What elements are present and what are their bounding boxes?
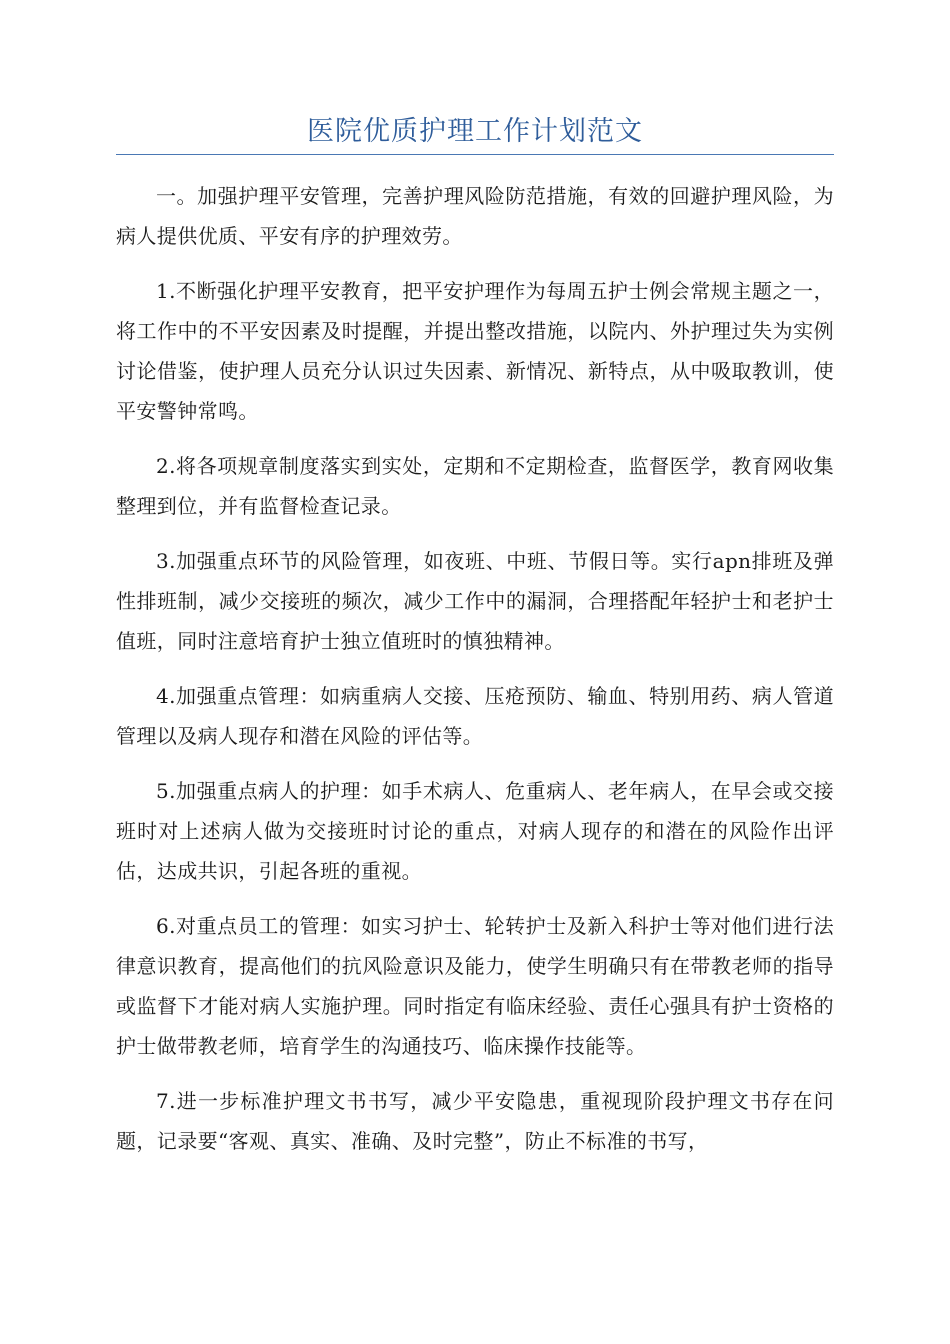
paragraph-item-7: 7.进一步标准护理文书书写，减少平安隐患，重视现阶段护理文书存在问题，记录要“客观、真实、准确、及时完整”，防止不标准的书写，: [116, 1089, 834, 1153]
paragraph-item-4: 4.加强重点管理：如病重病人交接、压疮预防、输血、特别用药、病人管道管理以及病人现存和潜在风险的评估等。: [116, 684, 834, 748]
paragraph-item-2: 2.将各项规章制度落实到实处，定期和不定期检查，监督医学，教育网收集整理到位，并有监督检查记录。: [116, 454, 834, 518]
paragraph-item-1: 1.不断强化护理平安教育，把平安护理作为每周五护士例会常规主题之一，将工作中的不平安因素及时提醒，并提出整改措施，以院内、外护理过失为实例讨论借鉴，使护理人员充分认识过失因素、新情况、新特点，从中吸取教训，使平安警钟常鸣。: [116, 279, 834, 423]
document-title: 医院优质护理工作计划范文: [307, 116, 643, 147]
paragraph-item-6: 6.对重点员工的管理：如实习护士、轮转护士及新入科护士等对他们进行法律意识教育，提高他们的抗风险意识及能力，使学生明确只有在带教老师的指导或监督下才能对病人实施护理。同时指定有临床经验、责任心强具有护士资格的护士做带教老师，培育学生的沟通技巧、临床操作技能等。: [116, 914, 834, 1058]
paragraph-section-1: 一。加强护理平安管理，完善护理风险防范措施，有效的回避护理风险，为病人提供优质、平安有序的护理效劳。: [116, 184, 834, 248]
paragraph-item-5: 5.加强重点病人的护理：如手术病人、危重病人、老年病人，在早会或交接班时对上述病人做为交接班时讨论的重点，对病人现存的和潜在的风险作出评估，达成共识，引起各班的重视。: [116, 779, 834, 883]
document-body: [116, 176, 834, 1176]
paragraph-item-3: 3.加强重点环节的风险管理，如夜班、中班、节假日等。实行apn排班及弹性排班制，减少交接班的频次，减少工作中的漏洞，合理搭配年轻护士和老护士值班，同时注意培育护士独立值班时的慎独精神。: [116, 549, 834, 653]
title-underline: [116, 154, 834, 155]
